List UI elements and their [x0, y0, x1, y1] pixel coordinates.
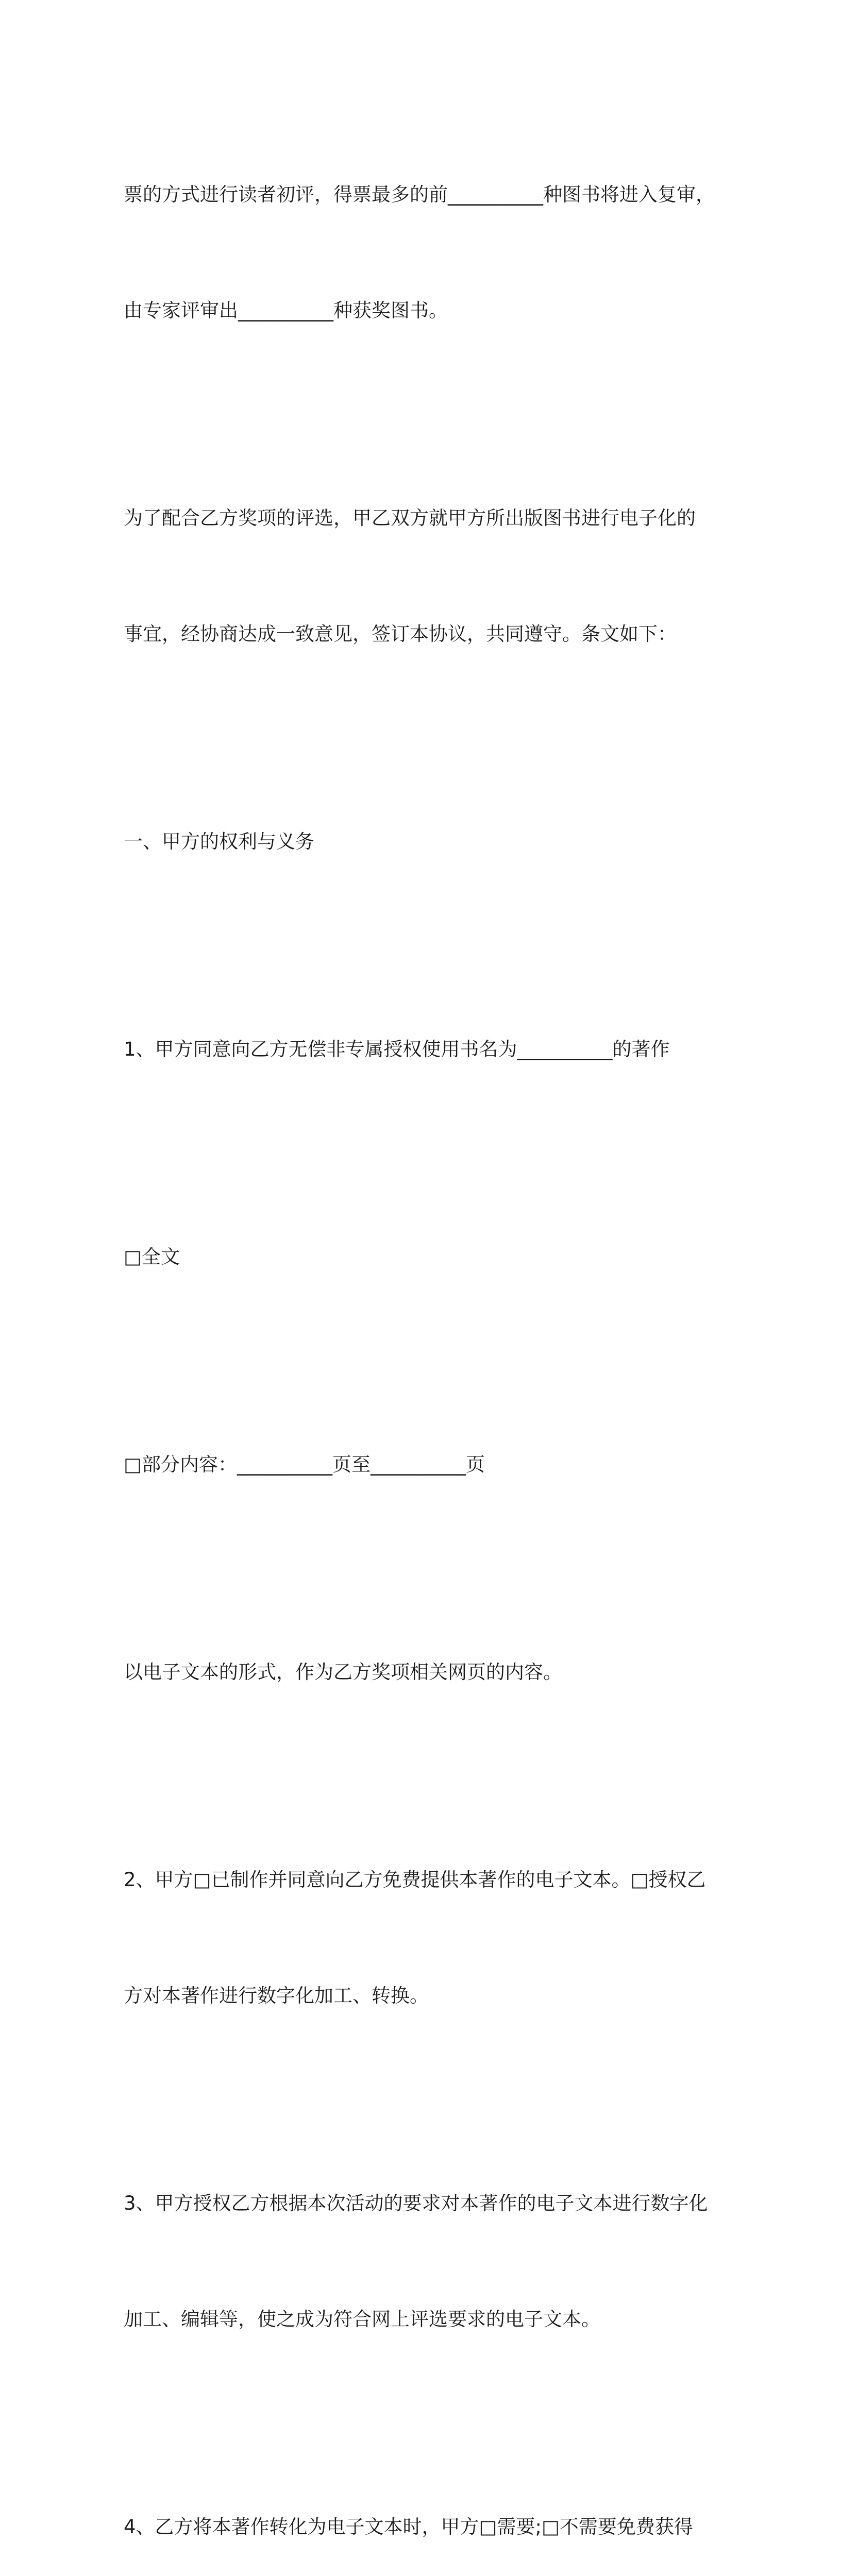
- text-line: 4、乙方将本著作转化为电子文本时，甲方□需要;□不需要免费获得: [124, 2516, 693, 2538]
- text-line: 票的方式进行读者初评，得票最多的前__________种图书将进入复审，: [124, 183, 715, 206]
- text-line: 事宜，经协商达成一致意见，签订本协议，共同遵守。条文如下：: [124, 623, 677, 645]
- text-line: 为了配合乙方奖项的评选，甲乙双方就甲方所出版图书进行电子化的: [124, 507, 696, 529]
- option-full-text: [124, 1160, 742, 1353]
- text-line: 方对本著作进行数字化加工、转换。: [124, 1985, 429, 2007]
- text-line: 以电子文本的形式，作为乙方奖项相关网页的内容。: [124, 1661, 562, 1683]
- document-page: [124, 98, 742, 2576]
- text-line: 由专家评审出__________种获奖图书。: [124, 299, 448, 321]
- paragraph-format: [124, 1575, 742, 1769]
- paragraph-purpose: [124, 421, 742, 731]
- text-line: □部分内容：__________页至__________页: [124, 1453, 485, 1476]
- clause-2: [124, 1783, 742, 2092]
- paragraph-voting: [124, 98, 742, 407]
- section-heading: [124, 745, 742, 938]
- text-line: □全文: [124, 1246, 180, 1268]
- text-line: 3、甲方授权乙方根据本次活动的要求对本著作的电子文本进行数字化: [124, 2192, 708, 2214]
- option-partial-content: [124, 1368, 742, 1561]
- text-line: 1、甲方同意向乙方无偿非专属授权使用书名为__________的著作: [124, 1038, 670, 1060]
- text-line: 2、甲方□已制作并同意向乙方免费提供本著作的电子文本。□授权乙: [124, 1869, 706, 1891]
- text-line: 加工、编辑等，使之成为符合网上评选要求的电子文本。: [124, 2308, 600, 2330]
- text-line: 一、甲方的权利与义务: [124, 831, 314, 853]
- clause-4: [124, 2430, 742, 2576]
- clause-1: [124, 953, 742, 1146]
- clause-3: [124, 2107, 742, 2416]
